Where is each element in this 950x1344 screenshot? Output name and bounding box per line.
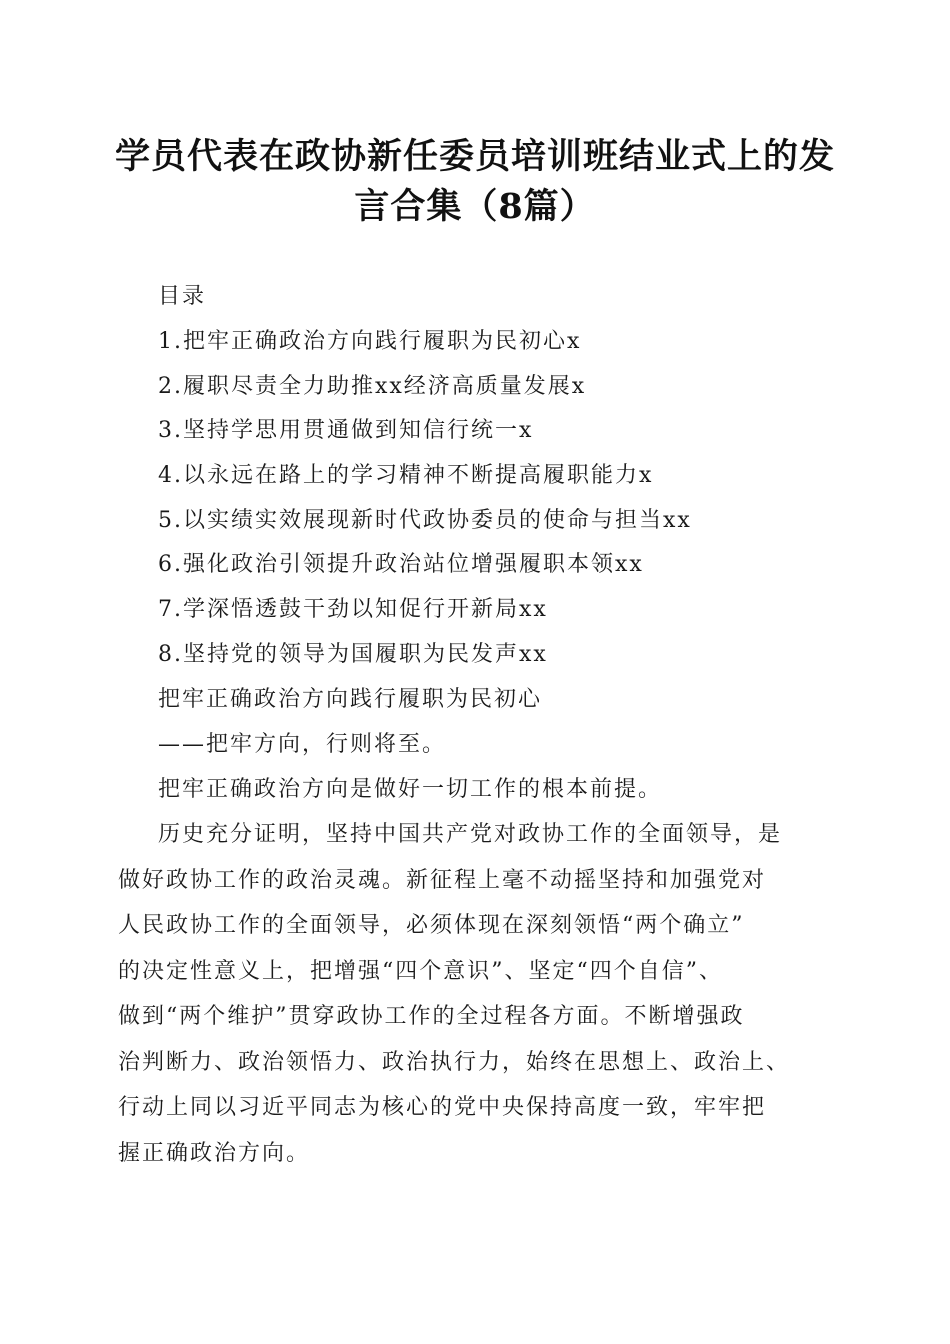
document-title-line-2: 言合集（8篇） — [354, 186, 596, 227]
table-of-contents — [158, 325, 692, 683]
paragraph-line-2: 做好政协工作的政治灵魂。新征程上毫不动摇坚持和加强党对 — [118, 867, 767, 893]
section-subtitle: ——把牢方向，行则将至。 — [158, 732, 447, 757]
paragraph-line-7: 行动上同以习近平同志为核心的党中央保持高度一致，牢牢把 — [118, 1095, 767, 1120]
paragraph-line-4: 的决定性意义上，把增强“四个意识”、坚定“四个自信”、 — [118, 958, 723, 984]
toc-item-7: 7.学深悟透鼓干劲以知促行开新局xx — [158, 597, 548, 623]
paragraph-line-8: 握正确政治方向。 — [118, 1140, 311, 1166]
toc-item-6: 6.强化政治引领提升政治站位增强履职本领xx — [158, 552, 644, 578]
section-title: 把牢正确政治方向践行履职为民初心 — [158, 687, 543, 712]
paragraph-line-5: 做到“两个维护”贯穿政协工作的全过程各方面。不断增强政 — [118, 1004, 745, 1029]
toc-heading: 目录 — [158, 284, 207, 309]
toc-item-3: 3.坚持学思用贯通做到知信行统一x — [158, 418, 534, 444]
toc-item-2: 2.履职尽责全力助推xx经济高质量发展x — [158, 373, 587, 399]
document-title-line-1: 学员代表在政协新任委员培训班结业式上的发 — [114, 136, 835, 177]
paragraph-line-6: 治判断力、政治领悟力、政治执行力，始终在思想上、政治上、 — [118, 1049, 791, 1075]
lead-sentence: 把牢正确政治方向是做好一切工作的根本前提。 — [158, 777, 663, 802]
toc-item-8: 8.坚持党的领导为国履职为民发声xx — [158, 641, 548, 667]
toc-item-4: 4.以永远在路上的学习精神不断提高履职能力x — [158, 463, 654, 489]
paragraph-line-1: 历史充分证明，坚持中国共产党对政协工作的全面领导，是 — [158, 822, 783, 847]
toc-item-5: 5.以实绩实效展现新时代政协委员的使命与担当xx — [158, 507, 692, 533]
toc-item-1: 1.把牢正确政治方向践行履职为民初心x — [158, 329, 582, 354]
paragraph-line-3: 人民政协工作的全面领导，必须体现在深刻领悟“两个确立” — [118, 913, 745, 938]
document-title — [90, 132, 860, 232]
body-paragraph — [118, 818, 848, 1182]
